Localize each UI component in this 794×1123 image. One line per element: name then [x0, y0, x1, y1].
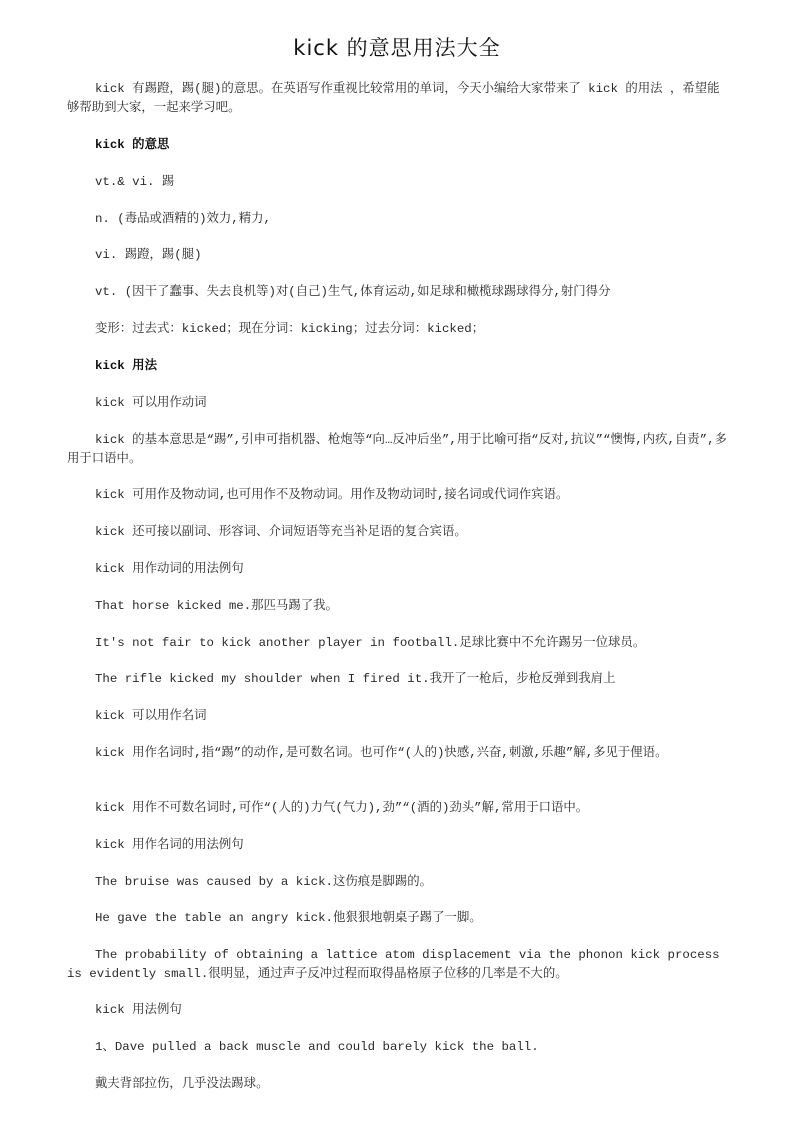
example-sentence: It's not fair to kick another player in football.足球比赛中不允许踢另一位球员。 — [95, 636, 646, 650]
example-sentence: The bruise was caused by a kick.这伤痕是脚踢的。 — [95, 875, 433, 889]
subheading-noun-examples: kick 用作名词的用法例句 — [95, 838, 244, 852]
example-sentence: The rifle kicked my shoulder when I fired it.我开了一枪后，步枪反弹到我肩上 — [95, 672, 616, 686]
subheading-verb: kick 可以用作动词 — [95, 396, 207, 410]
example-translation: 戴夫背部拉伤，几乎没法踢球。 — [95, 1077, 269, 1091]
usage-paragraph: kick 用作名词时,指“踢”的动作,是可数名词。也可作“(人的)快感,兴奋,刺激,乐趣”解,多见于俚语。 — [95, 746, 668, 760]
subheading-usage-examples: kick 用法例句 — [95, 1003, 182, 1017]
usage-paragraph: kick 可用作及物动词,也可用作不及物动词。用作及物动词时,接名词或代词作宾语。 — [95, 488, 569, 502]
usage-paragraph: kick 的基本意思是“踢”,引申可指机器、枪炮等“向…反冲后坐”,用于比喻可指“反对,抗议”“懊悔,内疚,自责”,多用于口语中。 — [67, 433, 727, 466]
subheading-noun: kick 可以用作名词 — [95, 709, 207, 723]
example-sentence: He gave the table an angry kick.他狠狠地朝桌子踢了一脚。 — [95, 911, 482, 925]
example-sentence: The probability of obtaining a lattice atom displacement via the phonon kick process is evidently small.很明显，通过声子反冲过程而取得晶格原子位移的几率是不大的。 — [67, 948, 720, 981]
example-sentence: That horse kicked me.那匹马踢了我。 — [95, 599, 338, 613]
usage-paragraph: kick 还可接以副词、形容词、介词短语等充当补足语的复合宾语。 — [95, 525, 467, 539]
subheading-verb-examples: kick 用作动词的用法例句 — [95, 562, 244, 576]
section-heading-usage: kick 用法 — [95, 359, 157, 373]
definition-line: vi. 踢蹬，踢(腿) — [95, 248, 202, 262]
definition-line: vt. (因干了蠢事、失去良机等)对(自己)生气,体育运动,如足球和橄榄球踢球得分,射门得分 — [95, 285, 611, 299]
inflection-line: 变形：过去式：kicked；现在分词：kicking；过去分词：kicked； — [95, 322, 485, 336]
intro-paragraph: kick 有踢蹬，踢(腿)的意思。在英语写作重视比较常用的单词，今天小编给大家带来了 kick 的用法 ，希望能够帮助到大家，一起来学习吧。 — [67, 82, 720, 115]
definition-line: vt.& vi. 踢 — [95, 175, 175, 189]
usage-paragraph: kick 用作不可数名词时,可作“(人的)力气(气力),劲”“(酒的)劲头”解,常用于口语中。 — [95, 801, 589, 815]
page-title: kick 的意思用法大全 — [293, 36, 501, 60]
example-sentence: 1、Dave pulled a back muscle and could barely kick the ball. — [95, 1040, 539, 1054]
definition-line: n. (毒品或酒精的)效力,精力, — [95, 212, 271, 226]
section-heading-meaning: kick 的意思 — [95, 138, 170, 152]
